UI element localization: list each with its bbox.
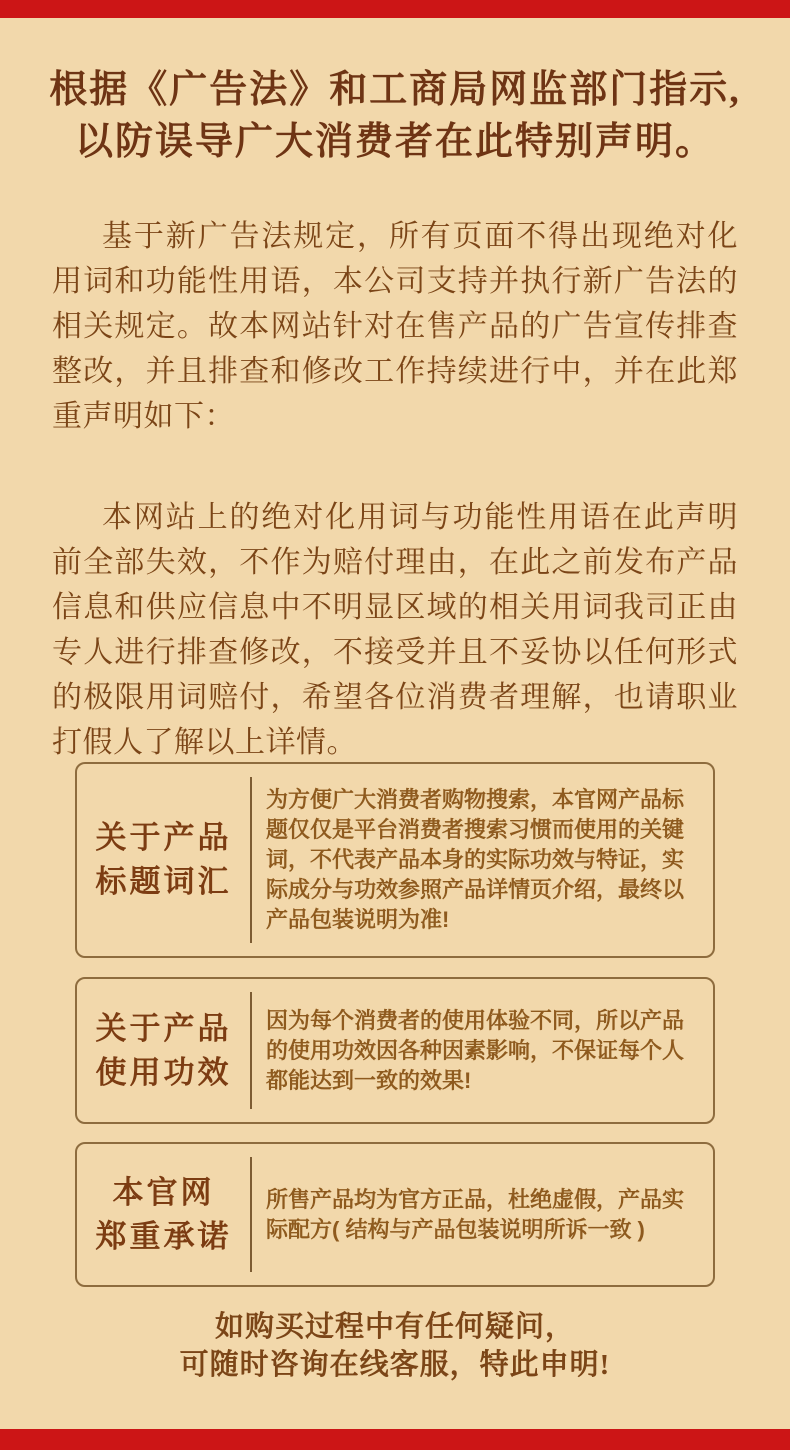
bottom-red-band xyxy=(0,1429,790,1450)
statement-paragraph-2: 本网站上的绝对化用词与功能性用语在此声明前全部失效，不作为赔付理由，在此之前发布产品信息和供应信息中不明显区域的相关用词我司正由专人进行排查修改，不接受并且不妥协以任何形式的极限用词赔付，希望各位消费者理解，也请职业打假人了解以上详情。 xyxy=(52,501,738,759)
notice-box-label-line2: 郑重承诺 xyxy=(95,1218,232,1254)
top-red-band xyxy=(0,0,790,18)
page-title-line2: 以防误导广大消费者在此特别声明。 xyxy=(74,121,715,163)
notice-box-label-line1: 关于产品 xyxy=(95,1010,232,1046)
statement-paragraph-1: 基于新广告法规定，所有页面不得出现绝对化用词和功能性用语，本公司支持并执行新广告法的相关规定。故本网站针对在售产品的广告宣传排查整改，并且排查和修改工作持续进行中，并在此郑重声明如下： xyxy=(52,220,738,433)
notice-box-text: 所售产品均为官方正品，杜绝虚假，产品实际配方( 结构与产品包装说明所诉一致 ) xyxy=(266,1186,685,1242)
footer-note xyxy=(0,1308,790,1384)
notice-box-label-line1: 关于产品 xyxy=(95,820,232,855)
notice-box-product-effect xyxy=(75,977,715,1124)
notice-box-group xyxy=(75,762,715,1287)
notice-box-official-promise xyxy=(75,1142,715,1287)
page-title xyxy=(30,64,760,168)
notice-box-product-title xyxy=(75,762,715,958)
notice-box-label xyxy=(77,1007,250,1095)
notice-box-label-line1: 本官网 xyxy=(112,1174,215,1210)
notice-box-label xyxy=(77,1171,250,1259)
notice-box-label xyxy=(77,816,250,904)
footer-note-line1: 如购买过程中有任何疑问， xyxy=(214,1311,575,1343)
page-title-line1: 根据《广告法》和工商局网监部门指示, xyxy=(49,69,741,111)
notice-box-text: 因为每个消费者的使用体验不同，所以产品的使用功效因各种因素影响，不保证每个人都能达到一致的效果! xyxy=(266,1007,685,1093)
notice-box-label-line2: 标题词汇 xyxy=(95,864,232,899)
notice-box-label-line2: 使用功效 xyxy=(95,1054,232,1090)
notice-box-text: 为方便广大消费者购物搜索，本官网产品标题仅仅是平台消费者搜索习惯而使用的关键词，不代表产品本身的实际功效与特证，实际成分与功效参照产品详情页介绍，最终以产品包装说明为准! xyxy=(266,787,685,932)
footer-note-line2: 可随时咨询在线客服，特此申明! xyxy=(179,1349,611,1381)
